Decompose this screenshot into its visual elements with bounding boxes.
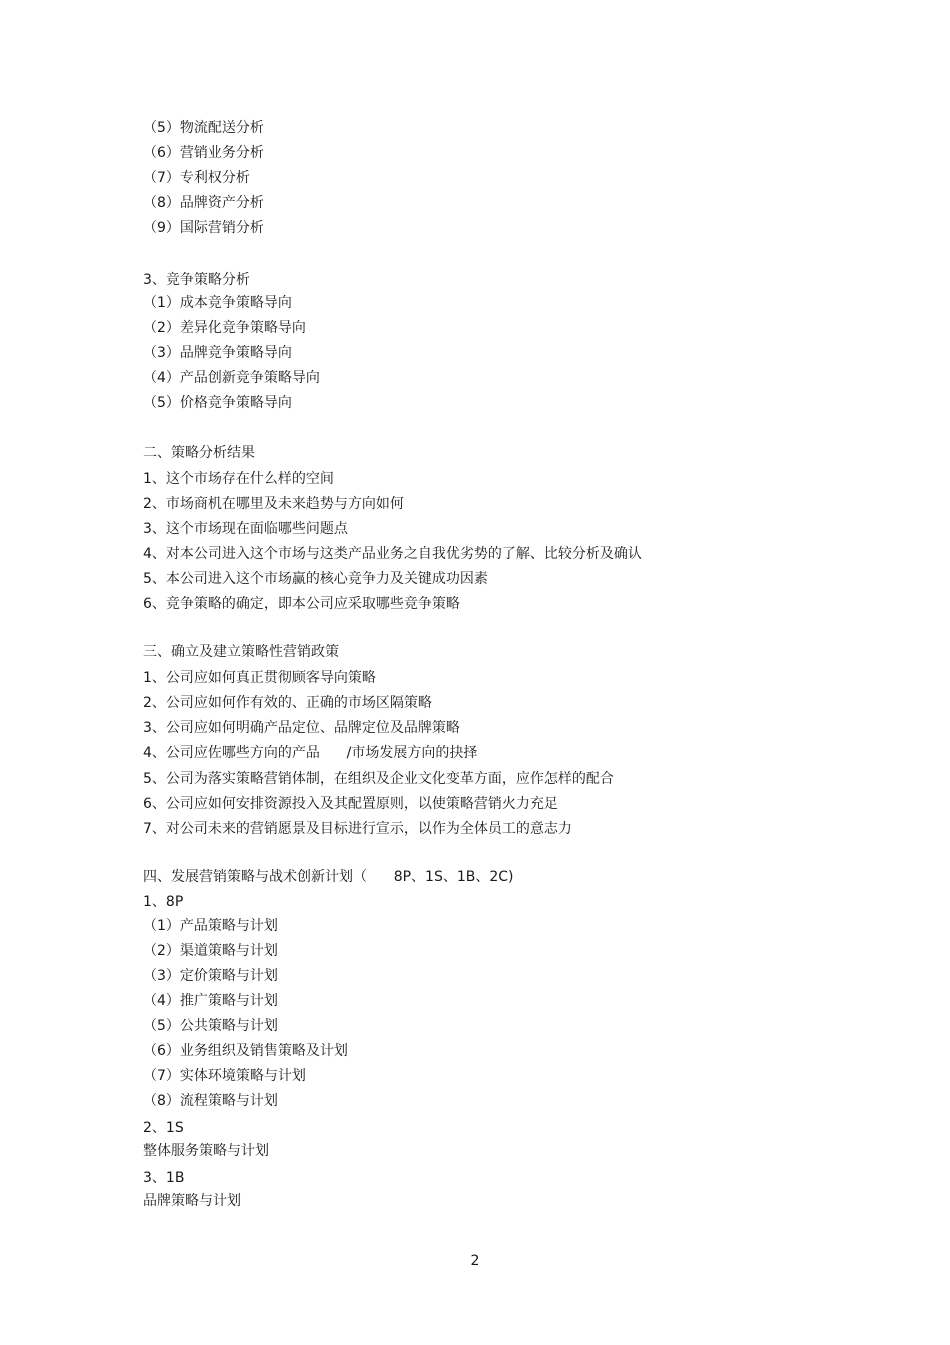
list-item: 5、本公司进入这个市场赢的核心竞争力及关键成功因素 (143, 571, 488, 587)
list-item: （7）实体环境策略与计划 (143, 1068, 306, 1084)
subsection-heading: 3、1B (143, 1170, 185, 1186)
list-item: 1、公司应如何真正贯彻顾客导向策略 (143, 670, 376, 686)
list-item: 2、公司应如何作有效的、正确的市场区隔策略 (143, 695, 432, 711)
list-item: 3、公司应如何明确产品定位、品牌定位及品牌策略 (143, 720, 460, 736)
section-heading: 3、竞争策略分析 (143, 272, 250, 288)
list-item: （7）专利权分析 (143, 170, 250, 186)
list-item: 5、公司为落实策略营销体制，在组织及企业文化变革方面，应作怎样的配合 (143, 771, 614, 787)
list-item: 品牌策略与计划 (143, 1193, 241, 1209)
page-number: 2 (470, 1253, 480, 1269)
list-item: （5）公共策略与计划 (143, 1018, 278, 1034)
list-item: 6、公司应如何安排资源投入及其配置原则，以使策略营销火力充足 (143, 796, 558, 812)
list-item: （2）差异化竞争策略导向 (143, 320, 306, 336)
list-item: （4）推广策略与计划 (143, 993, 278, 1009)
section-heading: 二、策略分析结果 (143, 445, 255, 461)
list-item: 1、这个市场存在什么样的空间 (143, 471, 334, 487)
list-item: 3、这个市场现在面临哪些问题点 (143, 521, 348, 537)
subsection-heading: 2、1S (143, 1120, 184, 1136)
section-heading: 三、确立及建立策略性营销政策 (143, 644, 339, 660)
list-item: （2）渠道策略与计划 (143, 943, 278, 959)
list-item: 整体服务策略与计划 (143, 1143, 269, 1159)
list-item: （3）品牌竞争策略导向 (143, 345, 292, 361)
list-item: 2、市场商机在哪里及未来趋势与方向如何 (143, 496, 404, 512)
list-item: （8）流程策略与计划 (143, 1093, 278, 1109)
list-item: （5）物流配送分析 (143, 120, 264, 136)
subsection-heading: 1、8P (143, 894, 184, 910)
list-item: 6、竞争策略的确定，即本公司应采取哪些竞争策略 (143, 596, 460, 612)
list-item: （5）价格竞争策略导向 (143, 395, 292, 411)
list-item: （8）品牌资产分析 (143, 195, 264, 211)
list-item: （3）定价策略与计划 (143, 968, 278, 984)
list-item: 4、对本公司进入这个市场与这类产品业务之自我优劣势的了解、比较分析及确认 (143, 546, 642, 562)
section-heading: 四、发展营销策略与战术创新计划（ 8P、1S、1B、2C) (143, 869, 514, 885)
list-item: 7、对公司未来的营销愿景及目标进行宣示，以作为全体员工的意志力 (143, 821, 572, 837)
list-item: （6）营销业务分析 (143, 145, 264, 161)
list-item: （1）产品策略与计划 (143, 918, 278, 934)
list-item: （9）国际营销分析 (143, 220, 264, 236)
list-item: （4）产品创新竞争策略导向 (143, 370, 320, 386)
list-item: （1）成本竞争策略导向 (143, 295, 292, 311)
list-item: 4、公司应佐哪些方向的产品 /市场发展方向的抉择 (143, 745, 478, 761)
list-item: （6）业务组织及销售策略及计划 (143, 1043, 348, 1059)
